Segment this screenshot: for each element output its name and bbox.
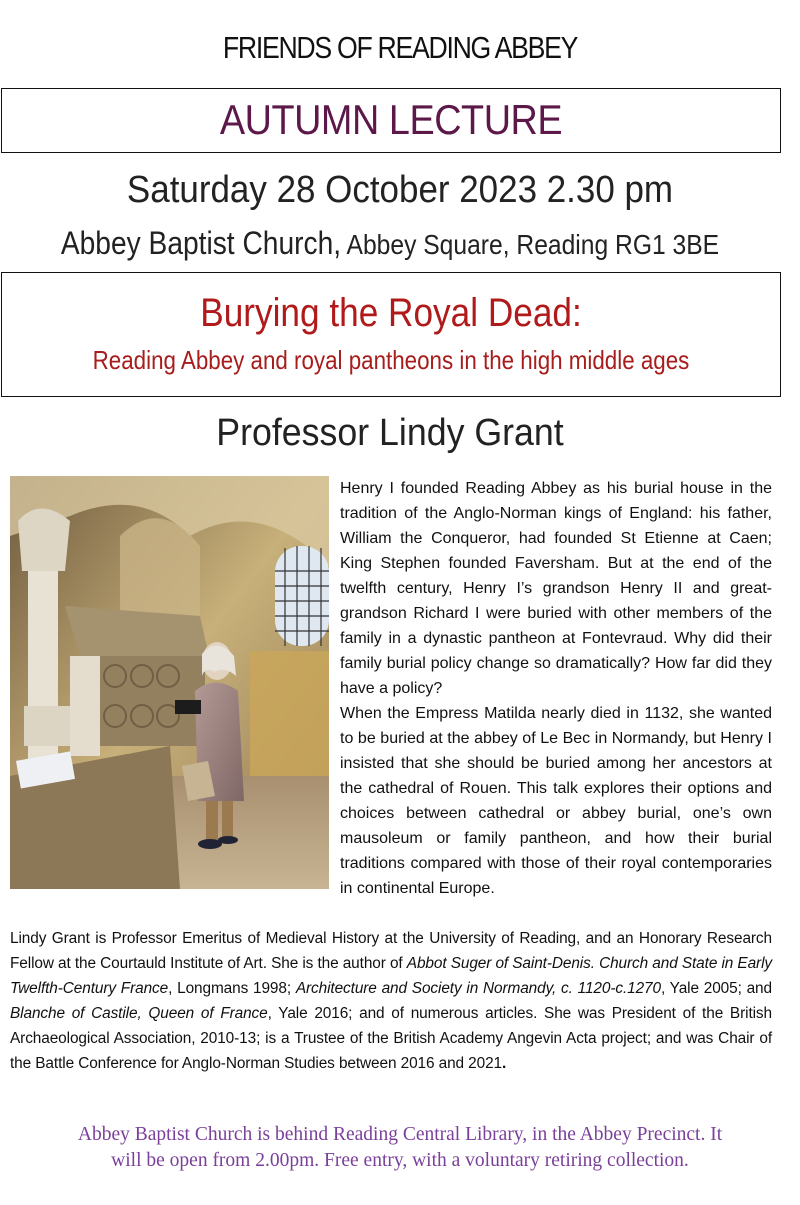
abstract-paragraph: When the Empress Matilda nearly died in 1132, she wanted to be buried at the abbey of Le Bec in Normandy, but Henry I insisted that she should be buried among her ancestors at the cathedral of Rouen. This talk explores their options and choices between cathedral or abbey burial, one’s own mausoleum or family pantheon, and how their burial traditions compared with those of their royal contemporaries in continental Europe. [340,705,772,897]
book-title: Architecture and Society in Normandy, c. 1120-c.1270 [295,980,661,997]
bio-text: Lindy Grant is Professor Emeritus of Medieval History at the University of Reading, and an Honorary Research Fellow at the Courtauld Institute of Art. She is the author of [10,930,772,972]
speaker-bio [10,926,772,1076]
organization-title: FRIENDS OF READING ABBEY [222,30,578,65]
bio-text: , Longmans 1998; [168,980,296,997]
talk-title: Burying the Royal Dead: [200,291,582,335]
event-date-time: Saturday 28 October 2023 2.30 pm [126,169,674,211]
abstract-paragraph: Henry I founded Reading Abbey as his burial house in the tradition of the Anglo-Norman kings of England: his father, William the Conqueror, had founded St Etienne at Caen; King Stephen founded Faversham. But at the end of the twelfth century, Henry I’s grandson Henry II and great-grandson Richard I were buried with other members of the family in a dynastic pantheon at Fontevraud. Why did their family burial policy change so dramatically? How far did they have a policy? [340,480,772,697]
speaker-name: Professor Lindy Grant [216,412,564,454]
bio-text: , Yale 2005; and [660,980,772,997]
book-title: Blanche of Castile, Queen of France [10,1005,268,1022]
bio-text: , Yale 2016; and of numerous articles. She was President of the British Archaeological Association, 2010-13; is a Trustee of the British Academy Angevin Acta project; and was Chair of the Battle Conference for Anglo-Norman Studies between 2016 and 2021 [10,1005,772,1072]
speaker-photo [10,476,329,889]
event-type-label: AUTUMN LECTURE [219,96,563,143]
venue-access-note [0,1122,800,1174]
footer-line: will be open from 2.00pm. Free entry, with a voluntary retiring collection. [111,1150,689,1171]
footer-line: Abbey Baptist Church is behind Reading Central Library, in the Abbey Precinct. It [77,1124,723,1145]
chapel-photo-illustration [10,476,329,889]
talk-subtitle: Reading Abbey and royal pantheons in the high middle ages [92,345,690,375]
bio-end-punctuation: . [502,1055,507,1072]
event-venue [47,220,733,273]
book-title: Abbot Suger of Saint-Denis. Church and State in Early Twelfth-Century France [10,955,772,997]
talk-title-box [1,272,781,397]
venue-name: Abbey Baptist Church, [60,225,342,261]
venue-address: Abbey Square, Reading RG1 3BE [341,229,720,260]
lecture-abstract [340,476,772,901]
event-type-box [1,88,781,153]
